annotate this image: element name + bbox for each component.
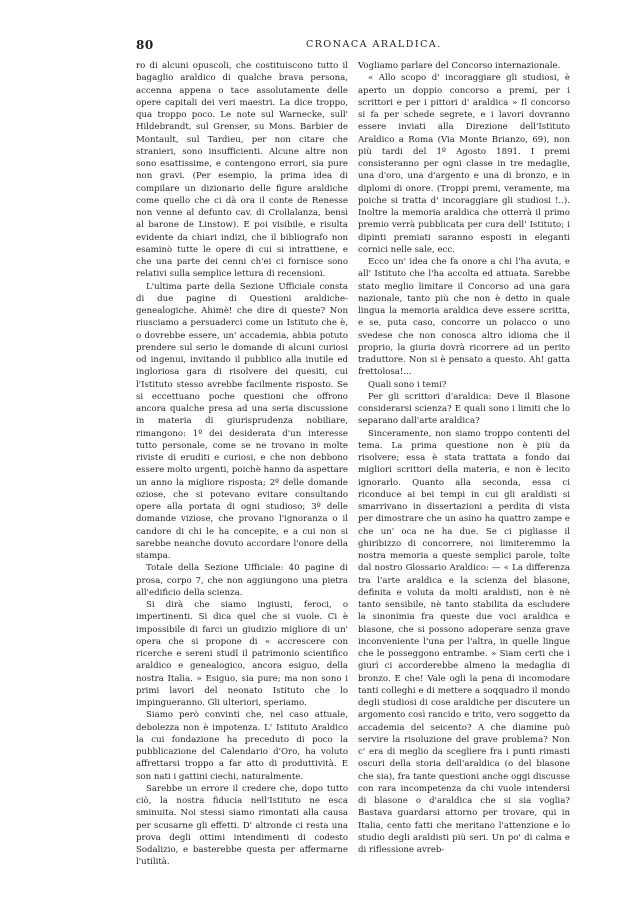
paragraph: L'ultima parte della Sezione Ufficiale consta di due pagine di Questioni araldiche-genealogiche. Ahimè! che dire di queste? Non riusciamo a persuaderci come un Istituto che è, o dovrebbe essere, un' accademia, abbia potuto prendere sul serio le domande di alcuni curiosi od ingenui, invitando il pubblico alla inutile ed ingloriosa gara di risolvere dei quesiti, cui l'Istituto stesso avrebbe facilmente risposto. Se si eccettuano poche questioni che offrono ancora qualche presa ad una seria discussione in materia di giurisprudenza nobiliare, rimangono: 1º dei desiderata d'un interesse tutto personale, come se ne trovano in molte riviste di eruditi e curiosi, e che non debbono essere molto urgenti, poichè hanno da aspettare un anno la migliore risposta; 2º delle domande oziose, che si potevano evitare consultando opere alla portata di ogni studioso; 3º delle domande viziose, che provano l'ignoranza o il candore di chi le ha concepite, e a cui non si sarebbe neanche dovuto accordare l'onore della stampa. bbox=[136, 281, 348, 561]
left-column bbox=[136, 60, 348, 880]
running-title: CRONACA ARALDICA. bbox=[306, 39, 442, 50]
paragraph: ro di alcuni opuscoli, che costituiscono tutto il bagaglio araldico di qualche brava persona, accenna appena o tace assolutamente delle opere capitali dei veri maestri. La dice troppo, qua troppo poco. Le note sul Warnecke, sull' Hildebrandt, sul Grenser, su Mons. Barbier de Montault, sul Tardieu, per non citare che stranieri, sono insufficienti. Alcune altre non sono esattissime, e contengono errori, sia pure non gravi. (Per esempio, la prima idea di compilare un dizionario delle figure araldiche come quello che ci dà ora il conte de Renesse non venne al defunto cav. di Crollalanza, bensì al barone de Linstow). E poi visibile, e risulta evidente da chiari indizi, che il bibliografo non esaminò tutte le opere di cui si intrattiene, e che una parte dei cenni ch'ei ci fornisce sono relativi sulla semplice lettura di recensioni. bbox=[136, 61, 348, 280]
page-number: 80 bbox=[136, 38, 154, 52]
paragraph: « Allo scopo d' incoraggiare gli studiosi, è aperto un doppio concorso a premi, per i scrittori e per i pittori d' araldica » Il concorso si fa per schede segrete, e i lavori dovranno essere inviati alla Direzione dell'Istituto Araldico a Roma (Via Monte Brianzo, 69), non più tardi del 1º Agosto 1891. I premi consisteranno per ogni classe in tre medaglie, una d'oro, una d'argento e una di bronzo, e in diplomi di onore. (Troppi premi, veramente, ma poiche si tratta d' incoraggiare gli studiosi !..). Inoltre la memoria araldica che otterrà il primo premio verrà pubblicata per cura dell' Istituto; i dipinti premiati saranno esposti in eleganti cornici nelle sale, ecc. bbox=[358, 73, 570, 255]
paragraph: Si dirà che siamo ingiusti, feroci, o impertinenti. Si dica quel che si vuole. Ci è impossibile di farci un giudizio migliore di un' opera che si propone di « accrescere con ricerche e sereni studî il patrimonio scientifico araldico e genealogico, ancora esiguo, della nostra Italia. » Esiguo, sia pure; ma non sono i primi lavori del neonato Istituto che lo impingueranno. Gli ulteriori, speriamo. bbox=[136, 600, 348, 708]
paragraph: Totale della Sezione Ufficiale: 40 pagine di prosa, corpo 7, che non aggiungono una pietra all'edificio della scienza. bbox=[136, 563, 348, 598]
paragraph: Quali sono i temi? bbox=[368, 379, 447, 390]
paragraph: Sarebbe un errore il credere che, dopo tutto ciò, la nostra fiducia nell'Istituto ne esca sminuita. Noi stessi siamo rimontati alla causa per scusarne gli effetti. D' altronde ci resta una prova degli ottimi intendimenti di codesto Sodalizio, e basterebbe questa per affermarne l'utilità. bbox=[136, 783, 348, 868]
paragraph: Vogliamo parlare del Concorso internazionale. bbox=[358, 61, 561, 71]
paragraph: Sinceramente, non siamo troppo contenti del tema. La prima questione non è più da risolvere; essa è stata trattata a fondo dai migliori scrittori della materia, e non è lecito ignorarlo. Quanto alla seconda, essa ci riconduce ai bei tempi in cui gli araldisti si smarrivano in dissertazioni a perdita di vista per dimostrare che un asino ha quattro zampe e che un' oca ne ha due. Se ci pigliasse il ghiribizzo di concorrere, noi limiteremmo la nostra memoria a queste semplici parole, tolte dal nostro Glossario Araldico: — « La differenza tra l'arte araldica e la scienza del blasone, definita e voluta da molti araldisti, non è nè tanto sensibile, nè tanto stabilita da escludere la sinonimia fra queste due voci araldica e blasone, che si possono adoperare senza grave inconveniente l'una per l'altra, in quelle lingue che le posseggono entrambe. » Siam certi che i giurì ci accorderebbe almeno la medaglia di bronzo. E che! Vale ogli la pena di incomodare tanti colleghi e di mettere a soqquadro il mondo degli studiosi di cose araldiche per discutere un argomento così rancido e trito, vero soggetto da accademia del seicento? A che diamine può servire la risoluzione del grave problema? Non c' era di meglio da scegliere fra i punti rimasti oscuri della storia dell'araldica (o del blasone che sia), fra tante questioni anche oggi discusse con rara incompetenza da chi vuole intendersi di blasone o d'araldica che si sia voglia? Bastava guardarsi attorno per trovare, qui in Italia, cento fatti che meritano l'attenzione e lo studio degli araldisti più seri. Un po' di calma e di riflessione avreb- bbox=[358, 428, 570, 855]
paragraph: Ecco un' idea che fa onore a chi l'ha avuta, e all' Istituto che l'ha accolta ed attuata. Sarebbe stato meglio limitare il Concorso ad una gara nazionale, tanto più che non è detto in quale lingua la memoria araldica deve essere scritta, e se, puta caso, concorre un polacco o uno svedese che non conosca altro idioma che il proprio, la giuria dovrà ricorrere ad un perito traduttore. Non si è pensato a questo. Ah! gatta frettolosa!... bbox=[358, 257, 570, 378]
paragraph: Per gli scrittori d'araldica: Deve il Blasone considerarsi scienza? E quali sono i limiti che lo separano dall'arte araldica? bbox=[358, 391, 570, 427]
paragraph: Siamo però convinti che, nel caso attuale, debolezza non è impotenza. L' Istituto Araldico la cui fondazione ha preceduto di poco la pubblicazione del Calendario d'Oro, ha voluto affrettarsi troppo a far atto di produttività. E son nati i gattini ciechi, naturalmente. bbox=[136, 710, 348, 782]
page-header bbox=[136, 38, 572, 52]
right-column bbox=[358, 60, 570, 880]
